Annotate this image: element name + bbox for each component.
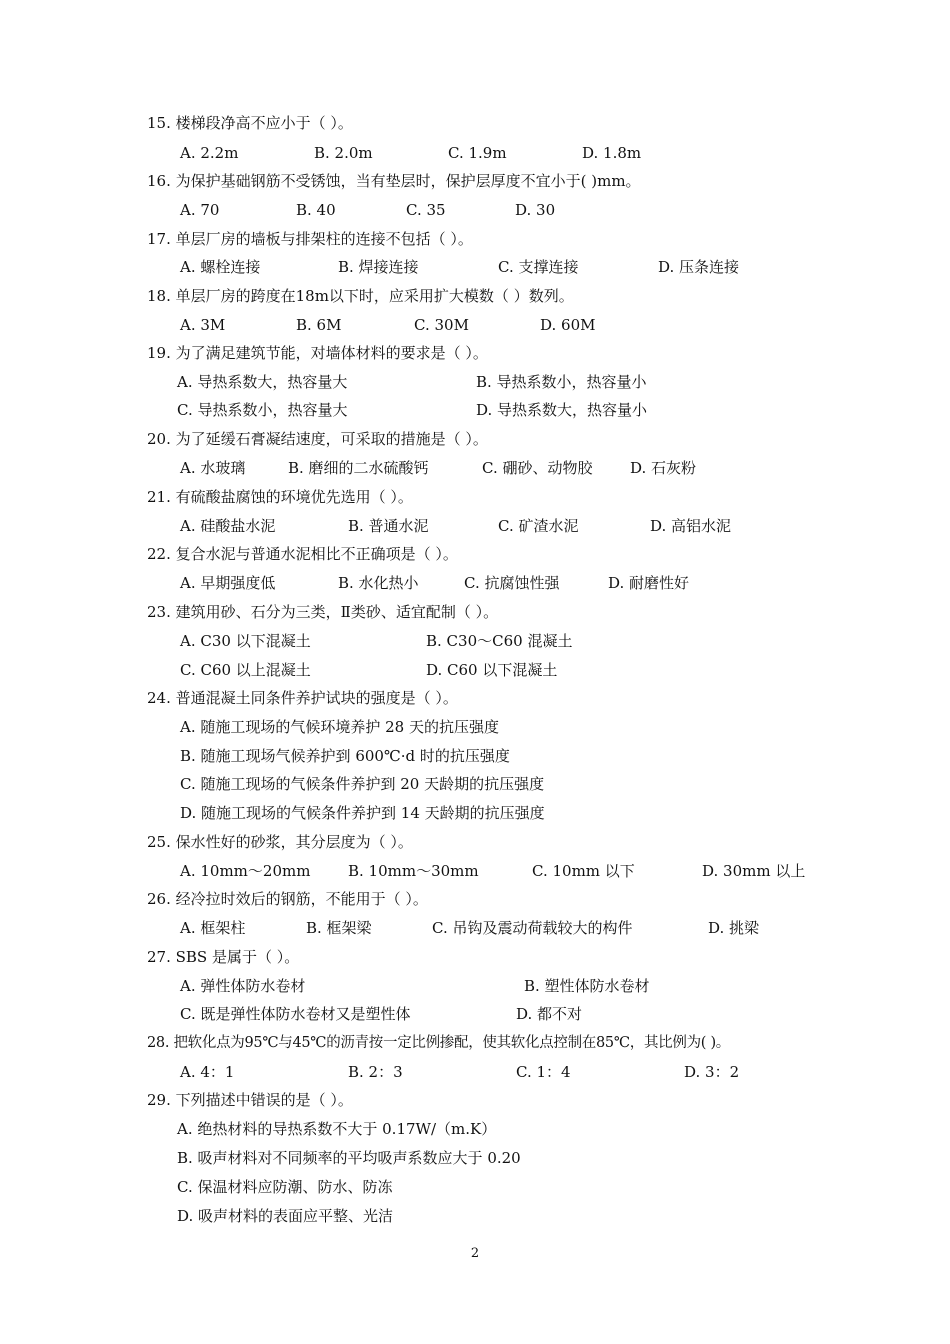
question-16: 16. 为保护基础钢筋不受锈蚀，当有垫层时，保护层厚度不宜小于( )mm。: [147, 172, 641, 190]
option-b: B. 塑性体防水卷材: [524, 977, 650, 995]
option-b: B. 40: [296, 201, 336, 219]
option-d: D. 1.8m: [582, 144, 642, 162]
option-b: B. 2.0m: [314, 144, 373, 162]
option-d: D. 耐磨性好: [608, 574, 690, 592]
option-c: C. 抗腐蚀性强: [464, 574, 560, 592]
option-c: C. 1.9m: [448, 144, 507, 162]
option-c: C. 吊钩及震动荷载较大的构件: [432, 919, 633, 937]
option-a: A. 硅酸盐水泥: [180, 517, 276, 535]
option-d: D. 60M: [540, 316, 596, 334]
page-number: 2: [470, 1246, 480, 1261]
option-d: D. 压条连接: [658, 258, 740, 276]
question-22: 22. 复合水泥与普通水泥相比不正确项是（ ）。: [147, 545, 458, 563]
option-d: D. 高铝水泥: [650, 517, 732, 535]
option-c: C. 既是弹性体防水卷材又是塑性体: [180, 1005, 411, 1023]
option-b: B. 导热系数小，热容量小: [476, 373, 647, 391]
question-20: 20. 为了延缓石膏凝结速度，可采取的措施是（ ）。: [147, 430, 488, 448]
question-19: 19. 为了满足建筑节能，对墙体材料的要求是（ ）。: [147, 344, 488, 362]
option-c: C. 导热系数小，热容量大: [177, 401, 348, 419]
option-c: C. 30M: [414, 316, 469, 334]
option-c: C. 保温材料应防潮、防水、防冻: [177, 1178, 393, 1196]
question-24: 24. 普通混凝土同条件养护试块的强度是（ ）。: [147, 689, 458, 707]
option-b: B. 水化热小: [338, 574, 419, 592]
question-29: 29. 下列描述中错误的是（ ）。: [147, 1091, 353, 1109]
option-a: A. 早期强度低: [180, 574, 276, 592]
option-a: A. C30 以下混凝土: [180, 632, 311, 650]
option-c: C. 随施工现场的气候条件养护到 20 天龄期的抗压强度: [180, 775, 545, 793]
option-d: D. C60 以下混凝土: [426, 661, 558, 679]
question-18: 18. 单层厂房的跨度在18m以下时，应采用扩大模数（ ）数列。: [147, 287, 574, 305]
option-a: A. 3M: [180, 316, 226, 334]
option-c: C. 矿渣水泥: [498, 517, 579, 535]
option-c: C. 支撑连接: [498, 258, 579, 276]
option-d: D. 3：2: [684, 1063, 740, 1081]
option-c: C. C60 以上混凝土: [180, 661, 311, 679]
option-c: C. 1：4: [516, 1063, 571, 1081]
option-a: A. 70: [180, 201, 220, 219]
option-b: B. 随施工现场气候养护到 600℃·d 时的抗压强度: [180, 747, 510, 765]
option-c: C. 10mm 以下: [532, 862, 635, 880]
option-b: B. C30～C60 混凝土: [426, 632, 573, 650]
option-a: A. 4：1: [180, 1063, 235, 1081]
question-17: 17. 单层厂房的墙板与排架柱的连接不包括（ ）。: [147, 230, 473, 248]
question-23: 23. 建筑用砂、石分为三类，Ⅱ类砂、适宜配制（ ）。: [147, 603, 499, 621]
option-b: B. 10mm～30mm: [348, 862, 479, 880]
option-d: D. 30: [515, 201, 556, 219]
option-d: D. 随施工现场的气候条件养护到 14 天龄期的抗压强度: [180, 804, 545, 822]
option-a: A. 框架柱: [180, 919, 246, 937]
option-a: A. 弹性体防水卷材: [180, 977, 306, 995]
option-a: A. 水玻璃: [180, 459, 246, 477]
option-b: B. 普通水泥: [348, 517, 429, 535]
question-28: 28. 把软化点为95℃与45℃的沥青按一定比例掺配，使其软化点控制在85℃，其比例为( )。: [147, 1035, 731, 1051]
option-d: D. 都不对: [516, 1005, 583, 1023]
option-b: B. 2：3: [348, 1063, 403, 1081]
option-b: B. 吸声材料对不同频率的平均吸声系数应大于 0.20: [177, 1149, 521, 1167]
option-a: A. 导热系数大，热容量大: [177, 373, 348, 391]
option-b: B. 6M: [296, 316, 342, 334]
question-15: 15. 楼梯段净高不应小于（ ）。: [147, 114, 353, 132]
option-c: C. 35: [406, 201, 446, 219]
option-d: D. 挑梁: [708, 919, 760, 937]
question-27: 27. SBS 是属于（ ）。: [147, 948, 300, 966]
option-a: A. 随施工现场的气候环境养护 28 天的抗压强度: [180, 718, 499, 736]
option-d: D. 吸声材料的表面应平整、光洁: [177, 1207, 394, 1225]
option-a: A. 绝热材料的导热系数不大于 0.17W/（m.K）: [177, 1120, 497, 1138]
question-21: 21. 有硫酸盐腐蚀的环境优先选用（ ）。: [147, 488, 413, 506]
option-b: B. 框架梁: [306, 919, 372, 937]
question-25: 25. 保水性好的砂浆，其分层度为（ ）。: [147, 833, 413, 851]
option-b: B. 焊接连接: [338, 258, 419, 276]
question-26: 26. 经冷拉时效后的钢筋，不能用于（ ）。: [147, 890, 428, 908]
option-a: A. 10mm～20mm: [180, 862, 311, 880]
option-c: C. 硼砂、动物胶: [482, 459, 593, 477]
option-d: D. 石灰粉: [630, 459, 697, 477]
option-d: D. 导热系数大，热容量小: [476, 401, 648, 419]
option-a: A. 螺栓连接: [180, 258, 261, 276]
option-d: D. 30mm 以上: [702, 862, 806, 880]
option-b: B. 磨细的二水硫酸钙: [288, 459, 429, 477]
option-a: A. 2.2m: [180, 144, 239, 162]
